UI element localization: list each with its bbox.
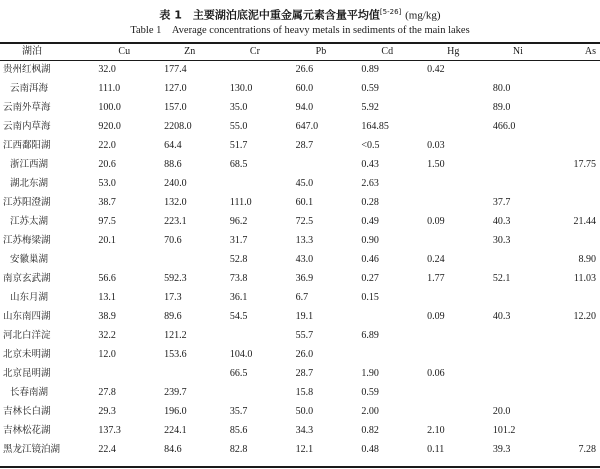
cell-cd: 2.00 [361,406,379,417]
cell-cu [90,364,156,383]
cell-hg [419,231,485,250]
table-row [0,155,600,174]
cell-cd: 0.46 [361,254,379,265]
cell-pb: 26.6 [295,64,314,75]
cell-cd: 0.59 [361,83,379,94]
cell-hg [419,345,485,364]
cell-zn: 592.3 [164,273,187,284]
cell-cu: 100.0 [98,102,121,113]
cell-as [551,193,600,212]
table-row [0,440,600,459]
lake-name: 江苏梅梁湖 [3,235,51,246]
cell-cr: 36.1 [229,292,248,303]
cell-hg: 0.06 [427,368,445,379]
cell-zn: 17.3 [164,292,182,303]
lake-name: 长春南湖 [10,387,49,398]
header-as: As [584,46,596,57]
lake-name: 湖北东湖 [10,178,49,189]
title-unit: (mg/kg) [405,9,441,22]
cell-as [551,402,600,421]
cell-as: 7.28 [578,444,596,455]
lake-name: 贵州红枫湖 [3,64,51,75]
cell-ni [485,155,551,174]
cell-pb: 55.7 [295,330,314,341]
cell-as [551,326,600,345]
cell-hg: 0.11 [427,444,445,455]
cell-cr: 66.5 [229,368,248,379]
lake-name: 江西鄱阳湖 [3,140,51,151]
cell-zn: 70.6 [164,235,182,246]
lake-name: 安徽巢湖 [10,254,49,265]
lake-name: 北京未明湖 [3,349,51,360]
cell-ni: 80.0 [492,83,511,94]
cell-ni [485,288,551,307]
cell-ni [485,383,551,402]
lake-name: 云南洱海 [10,83,49,94]
table-row [0,60,600,79]
table-title-cn [0,5,600,23]
cell-ni [485,60,551,79]
cell-ni: 39.3 [492,444,511,455]
cell-cr: 68.5 [229,159,248,170]
cell-ni: 40.3 [492,311,511,322]
cell-as [551,383,600,402]
cell-cu: 32.0 [98,64,116,75]
table-bottom-rule [0,466,600,468]
cell-cd: 1.90 [361,368,379,379]
cell-cu: 111.0 [98,83,121,94]
header-zn: Zn [184,46,196,57]
cell-hg [419,383,485,402]
cell-cd: 0.90 [361,235,379,246]
cell-cd: 0.15 [361,292,379,303]
cell-cr [222,174,288,193]
cell-cu [90,250,156,269]
lake-name: 江苏太湖 [10,216,49,227]
cell-hg: 0.09 [427,216,445,227]
cell-cd: <0.5 [361,140,380,151]
table-row [0,307,600,326]
table-row [0,269,600,288]
cell-as [551,288,600,307]
cell-cu: 13.1 [98,292,116,303]
cell-as: 12.20 [573,311,596,322]
lake-name: 云南外草海 [3,102,51,113]
cell-as: 8.90 [578,254,596,265]
cell-as: 11.03 [573,273,596,284]
table-row [0,250,600,269]
cell-cr: 111.0 [229,197,252,208]
cell-pb: 36.9 [295,273,314,284]
cell-cu: 27.8 [98,387,116,398]
cell-ni [485,250,551,269]
cell-pb: 60.1 [295,197,314,208]
cell-cd: 5.92 [361,102,379,113]
cell-cu: 38.7 [98,197,116,208]
header-row [0,43,600,60]
table-row [0,136,600,155]
cell-cd: 0.27 [361,273,379,284]
cell-cd: 6.89 [361,330,379,341]
cell-as [551,174,600,193]
lake-name: 云南内草海 [3,121,51,132]
cell-cu: 137.3 [98,425,121,436]
cell-cu: 22.4 [98,444,116,455]
cell-hg: 0.09 [427,311,445,322]
cell-as [551,364,600,383]
cell-cr [222,326,288,345]
cell-ni [485,174,551,193]
cell-zn: 84.6 [164,444,182,455]
cell-cr: 130.0 [229,83,253,94]
cell-as [551,60,600,79]
cell-zn: 240.0 [164,178,187,189]
cell-pb: 43.0 [295,254,314,265]
cell-cd [353,345,419,364]
cell-ni [485,345,551,364]
cell-hg: 2.10 [427,425,445,436]
cell-zn: 239.7 [164,387,187,398]
cell-hg [419,79,485,98]
cell-ni: 40.3 [492,216,511,227]
lake-name: 北京昆明湖 [3,368,51,379]
cell-zn: 224.1 [164,425,187,436]
cell-ni [485,364,551,383]
cell-cr: 31.7 [229,235,248,246]
cell-hg [419,174,485,193]
cell-pb: 34.3 [295,425,314,436]
title-text: 表 1 主要湖泊底泥中重金属元素含量平均值 [159,8,380,22]
cell-hg: 1.50 [427,159,445,170]
cell-pb: 15.8 [295,387,314,398]
cell-cr: 35.7 [229,406,248,417]
cell-hg [419,117,485,136]
cell-pb: 45.0 [295,178,314,189]
header-lake: 湖泊 [22,46,42,57]
table-row [0,288,600,307]
cell-cr: 85.6 [229,425,248,436]
cell-as [551,421,600,440]
cell-cr: 54.5 [229,311,248,322]
cell-pb: 647.0 [295,121,319,132]
cell-cu: 20.6 [98,159,116,170]
cell-cu: 29.3 [98,406,116,417]
cell-pb: 28.7 [295,140,314,151]
cell-cu: 12.0 [98,349,116,360]
cell-pb: 60.0 [295,83,314,94]
cell-zn: 2208.0 [164,121,192,132]
cell-cd [353,307,419,326]
lake-name: 黑龙江镜泊湖 [3,444,61,455]
table-row [0,174,600,193]
cell-ni: 20.0 [492,406,511,417]
cell-zn [156,364,222,383]
cell-cr: 73.8 [229,273,248,284]
cell-zn [156,250,222,269]
heavy-metals-table [0,43,600,459]
cell-pb: 28.7 [295,368,314,379]
header-cr: Cr [249,46,260,57]
cell-as [551,136,600,155]
cell-pb: 19.1 [295,311,314,322]
lake-name: 山东南四湖 [3,311,51,322]
lake-name: 浙江西湖 [10,159,49,170]
header-ni: Ni [512,46,523,57]
lake-name: 南京玄武湖 [3,273,51,284]
cell-cd: 0.28 [361,197,379,208]
cell-ni: 101.2 [492,425,516,436]
table-row [0,402,600,421]
cell-ni: 52.1 [492,273,511,284]
cell-pb: 12.1 [295,444,314,455]
cell-pb: 50.0 [295,406,314,417]
cell-zn: 121.2 [164,330,187,341]
table-row [0,212,600,231]
cell-cr: 52.8 [229,254,248,265]
cell-cd: 2.63 [361,178,379,189]
lake-name: 山东月湖 [10,292,49,303]
table-row [0,326,600,345]
table-row [0,79,600,98]
cell-cr: 82.8 [229,444,248,455]
cell-pb: 26.0 [295,349,314,360]
cell-cd: 0.49 [361,216,379,227]
cell-cr: 55.0 [229,121,248,132]
table-body [0,60,600,459]
cell-zn: 157.0 [164,102,187,113]
table-row [0,117,600,136]
cell-cr: 96.2 [229,216,248,227]
cell-cu: 53.0 [98,178,116,189]
cell-cu: 97.5 [98,216,116,227]
cell-cu: 56.6 [98,273,116,284]
cell-cu: 38.9 [98,311,116,322]
cell-as [551,98,600,117]
cell-as [551,79,600,98]
cell-hg [419,193,485,212]
cell-cr: 35.0 [229,102,248,113]
cell-hg [419,288,485,307]
cell-cr: 104.0 [229,349,253,360]
cell-ni [485,136,551,155]
cell-pb: 13.3 [295,235,314,246]
cell-zn: 132.0 [164,197,187,208]
cell-ni: 37.7 [492,197,511,208]
table-row [0,421,600,440]
header-cd: Cd [381,46,394,57]
cell-zn: 127.0 [164,83,187,94]
table-row [0,383,600,402]
cell-cd: 0.82 [361,425,379,436]
cell-zn: 64.4 [164,140,182,151]
cell-cr [222,383,288,402]
cell-cu: 920.0 [98,121,121,132]
lake-name: 河北白洋淀 [3,330,51,341]
table-row [0,345,600,364]
cell-as [551,345,600,364]
cell-as [551,117,600,136]
cell-as: 21.44 [573,216,596,227]
lake-name: 江苏阳澄湖 [3,197,51,208]
cell-ni: 89.0 [492,102,511,113]
cell-cd: 0.89 [361,64,379,75]
table-row [0,231,600,250]
table-row [0,364,600,383]
cell-pb [288,155,354,174]
cell-cd: 0.59 [361,387,379,398]
cell-zn: 153.6 [164,349,187,360]
cell-cu: 20.1 [98,235,116,246]
cell-cu: 22.0 [98,140,116,151]
cell-ni: 30.3 [492,235,511,246]
cell-hg: 0.24 [427,254,445,265]
lake-name: 吉林长白湖 [3,406,51,417]
cell-cu: 32.2 [98,330,116,341]
cell-zn: 89.6 [164,311,182,322]
title-reference: [5-26] [379,8,402,16]
cell-hg [419,402,485,421]
cell-pb: 94.0 [295,102,314,113]
cell-ni [485,326,551,345]
cell-cd: 164.85 [361,121,389,132]
cell-cd: 0.48 [361,444,379,455]
cell-zn: 196.0 [164,406,187,417]
header-cu: Cu [118,46,131,57]
cell-as [551,231,600,250]
lake-name: 吉林松花湖 [3,425,51,436]
cell-cr [222,60,288,79]
cell-zn: 177.4 [164,64,187,75]
table-row [0,193,600,212]
table-title-en: Table 1 Average concentrations of heavy metals in sediments of the main lakes [130,25,470,36]
cell-as: 17.75 [573,159,596,170]
cell-zn: 223.1 [164,216,187,227]
header-pb: Pb [315,46,327,57]
cell-hg: 1.77 [427,273,445,284]
cell-pb: 72.5 [295,216,314,227]
cell-pb: 6.7 [295,292,309,303]
cell-hg: 0.03 [427,140,445,151]
cell-ni: 466.0 [492,121,516,132]
cell-hg: 0.42 [427,64,445,75]
cell-hg [419,98,485,117]
cell-cr: 51.7 [229,140,248,151]
cell-hg [419,326,485,345]
table-row [0,98,600,117]
cell-zn: 88.6 [164,159,182,170]
cell-cd: 0.43 [361,159,379,170]
header-hg: Hg [447,46,460,57]
